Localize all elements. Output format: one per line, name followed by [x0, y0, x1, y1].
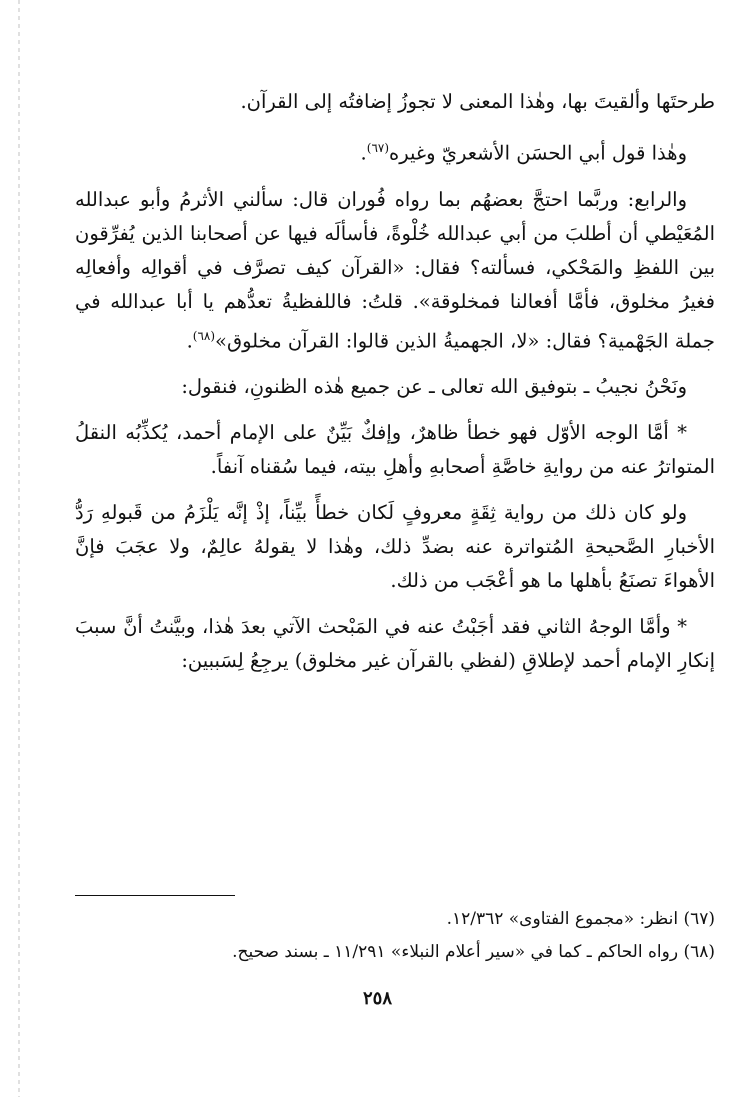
page-number: ٢٥٨ — [362, 988, 392, 1009]
footnote-divider — [75, 895, 235, 896]
footnotes — [75, 903, 715, 969]
paragraph-4: ونَحْنُ نجيبُ ـ بتوفيق الله تعالى ـ عن جميع هٰذه الظنونِ، فنقول: — [181, 375, 687, 398]
paragraph-5: * أمَّا الوجه الأوّل فهو خطأ ظاهرٌ، وإفكٌ بَيِّنٌ على الإمام أحمد، يُكذِّبُه النقلُ المتواترُ عنه من روايةِ خاصَّةِ أصحابهِ وأهلِ بيته، فيما سُقناه آنفاً. — [75, 421, 715, 478]
paragraph-6: ولو كان ذلك من رواية ثِقَةٍ معروفٍ لَكان خطأً بيِّناً، إذْ إنَّه يَلْزَمُ من قَبولهِ رَدُّ الأخبارِ الصَّحيحةِ المُتواترة عنه بضدِّ ذلك، وهٰذا لا يقولهُ عالِمٌ، ولا عجَبَ فإنَّ الأهواءَ تصنَعُ بأهلها ما هو أعْجَب من ذلك. — [75, 501, 715, 592]
main-text — [75, 85, 715, 690]
footnote-68: (٦٨) رواه الحاكم ـ كما في «سير أعلام النبلاء» ١١/٢٩١ ـ بسند صحيح. — [232, 942, 715, 962]
footnote-67: (٦٧) انظر: «مجموع الفتاوى» ١٢/٣٦٢. — [446, 909, 715, 929]
footnote-ref-68: (٦٨) — [192, 328, 216, 343]
paragraph-3: والرابع: وربَّما احتجَّ بعضهُم بما رواه فُوران قال: سألني الأثرمُ وأبو عبدالله المُعَيْطي أن أطلبَ من أبي عبدالله خُلْوةً، فأسألَه فيها عن أصحابنا الذين يُفرِّقون بين اللفظِ والمَحْكي، فسألته؟ فقال: «القرآن كيف تصرَّف في أقوالِه وأفعالِه فغيرُ مخلوق، فأمَّا أفعالنا فمخلوقة». قلتُ: فاللفظيةُ تعدُّهم يا أبا عبدالله في جملة الجَهْمية؟ فقال: «لا، الجهميةُ الذين قالوا: القرآن مخلوق»$^{(٦٨)}$. — [75, 187, 715, 352]
paragraph-1: طرحتَها وألقيتَ بها، وهٰذا المعنى لا تجوزُ إضافتُه إلى القرآن. — [240, 90, 715, 113]
page-gutter-shadow — [18, 0, 20, 1097]
paragraph-7: * وأمَّا الوجهُ الثاني فقد أجَبْتُ عنه في المَبْحث الآتي بعدَ هٰذا، وبيَّنتُ أنَّ سببَ إنكارِ الإمام أحمد لإطلاقِ (لفظي بالقرآن غير مخلوق) يرجِعُ لِسَببين: — [75, 615, 715, 672]
paragraph-2: وهٰذا قول أبي الحسَن الأشعريّ وغيره$^{(٦٧)}$. — [360, 141, 687, 165]
footnote-ref-67: (٦٧) — [366, 141, 390, 155]
